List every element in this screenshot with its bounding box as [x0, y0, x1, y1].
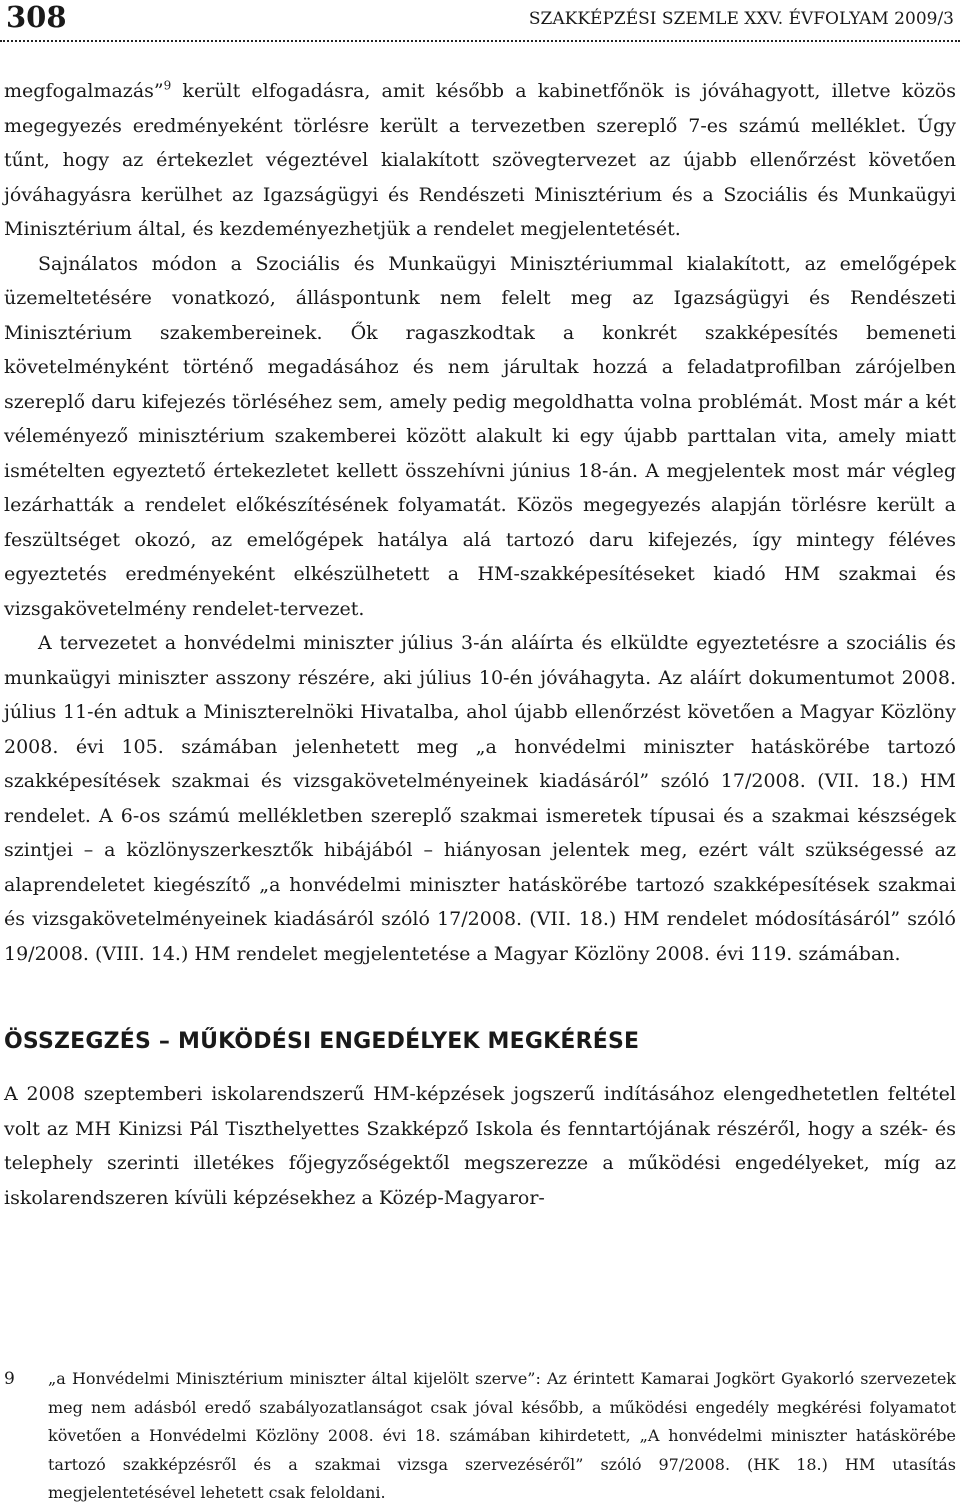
paragraph-3: A tervezetet a honvédelmi miniszter július 3-án aláírta és elküldte egyeztetésre a szociális és munkaügyi miniszter asszony részére, aki július 10-én jóváhagyta. Az aláírt dokumentumot 2008. július 11-én adtuk a Miniszterelnöki Hivatalba, ahol újabb ellenőrzést követően a Magyar Közlöny 2008. évi 105. számában jelenhetett meg „a honvédelmi miniszter hatáskörébe tartozó szakképesítések szakmai és vizsgakövetelményeinek kiadásáról” szóló 17/2008. (VII. 18.) HM rendelet. A 6-os számú mellékletben szereplő szakmai ismeretek típusai és a szakmai készségek szintjei – a közlönyszerkesztők hibájából – hiányosan jelentek meg, ezért vált szükségessé az alaprendeletet kiegészítő „a honvédelmi miniszter hatáskörébe tartozó szakképesítések szakmai és vizsgakövetelményeinek kiadásáról szóló 17/2008. (VII. 18.) HM rendelet módosításáról” szóló 19/2008. (VIII. 14.) HM rendelet megjelentetése a Magyar Közlöny 2008. évi 119. számában. — [4, 632, 956, 965]
paragraph-4: A 2008 szeptemberi iskolarendszerű HM-képzések jogszerű indításához elengedhetetlen feltétel volt az MH Kinizsi Pál Tiszthelyettes Szakképző Iskola és fenntartójának részéről, hogy a szék- és telephely szerinti illetékes főjegyzőségektől megszerezze a működési engedélyeket, míg az iskolarendszeren kívüli képzésekhez a Közép-Magyaror- — [4, 1083, 956, 1209]
paragraph-1 — [4, 74, 956, 247]
footnote — [4, 1365, 956, 1508]
paragraph-1-rest: került elfogadásra, amit később a kabinetfőnök is jóváhagyott, illetve közös megegyezés eredményeként törlésre került a tervezetben szereplő 7-es számú melléklet. Úgy tűnt, hogy az értekezlet végeztével kialakított szövegtervezet az újabb ellenőrzést követően jóváhagyásra kerülhet az Igazságügyi és Rendészeti Minisztérium és a Szociális és Munkaügyi Minisztérium által, és kezdeményezhetjük a rendelet megjelentetését. — [4, 80, 956, 240]
footnote-number: 9 — [4, 1369, 15, 1389]
footnote-text: „a Honvédelmi Minisztérium miniszter által kijelölt szerve”: Az érintett Kamarai Jogkört Gyakorló szervezetek meg nem adásból eredő szabályozatlanságot csak jóval később, a működési engedély megkérési folyamatot követően a Honvédelmi Közlöny 2008. évi 18. számában kihirdetett, „A honvédelmi miniszter hatáskörébe tartozó szakképzésről és a szakmai vizsga szervezéséről” szóló 97/2008. (HK 18.) HM utasítás megjelentetésével lehetett csak feloldani. — [48, 1369, 956, 1503]
section-heading: ÖSSZEGZÉS – MŰKÖDÉSI ENGEDÉLYEK MEGKÉRÉSE — [4, 1029, 640, 1054]
page-number: 308 — [6, 0, 67, 34]
running-title: SZAKKÉPZÉSI SZEMLE XXV. ÉVFOLYAM 2009/3 — [528, 9, 954, 29]
paragraph-2: Sajnálatos módon a Szociális és Munkaügyi Minisztériummal kialakított, az emelőgépek üzemeltetésére vonatkozó, álláspontunk nem felelt meg az Igazságügyi és Rendészeti Minisztérium szakembereinek. Ők ragaszkodtak a konkrét szakképesítés bemeneti követelményként történő megadásához és nem járultak hozzá a feladatprofilban zárójelben szereplő daru kifejezés törléséhez sem, amely pedig megoldhatta volna problémát. Most már a két véleményező minisztérium szakemberei között alakult ki egy újabb parttalan vita, amely miatt ismételten egyeztető értekezletet kellett összehívni június 18-án. A megjelentek most már végleg lezárhatták a rendelet előkészítésének folyamatát. Közös megegyezés alapján törlésre került a feszültséget okozó, az emelőgépek hatálya alá tartozó daru kifejezés, így mintegy féléves egyeztetés eredményeként elkészülhetett a HM-szakképesítéseket kiadó HM szakmai és vizsgakövetelmény rendelet-tervezet. — [4, 252, 956, 620]
page-header — [0, 0, 960, 36]
article-body — [4, 74, 956, 1215]
footnote-reference[interactable]: 9 — [163, 78, 172, 93]
paragraph-1-start: megfogalmazás” — [4, 80, 164, 102]
header-divider — [0, 40, 960, 42]
